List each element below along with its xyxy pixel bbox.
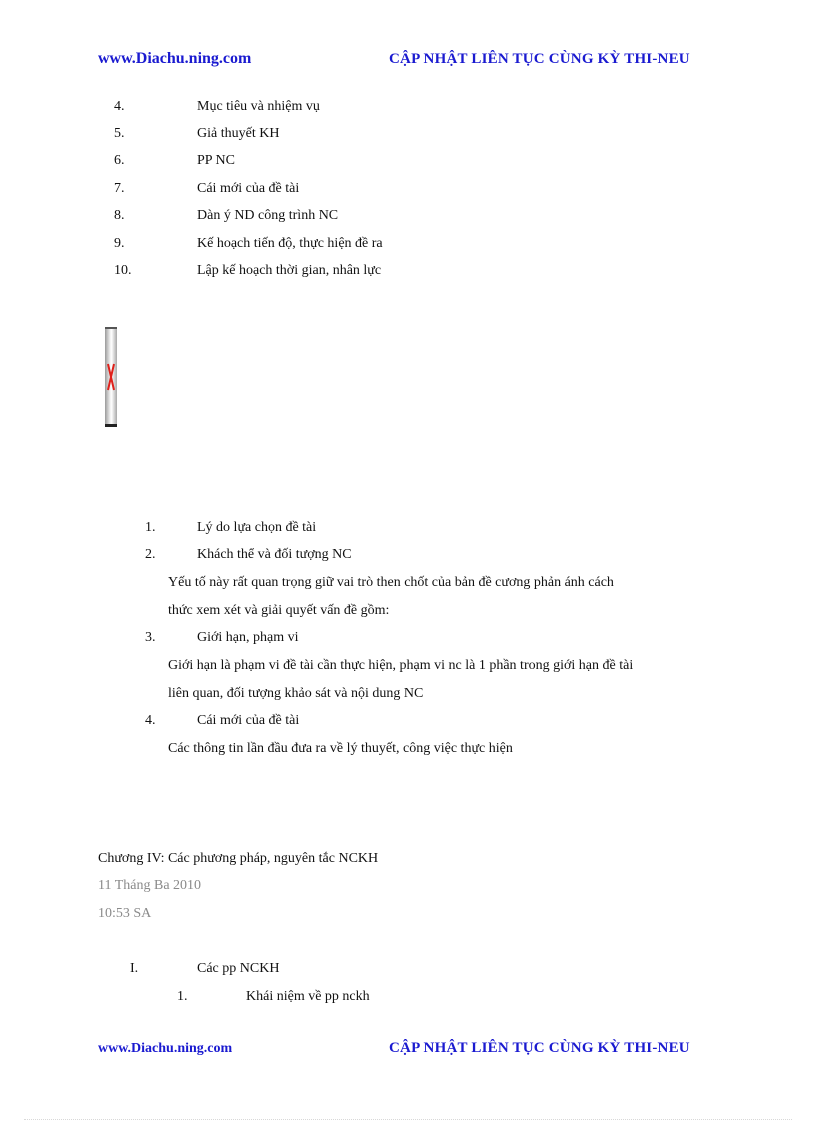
page-bottom-divider [24, 1119, 792, 1120]
list-item-text: Cái mới của đề tài [197, 181, 300, 196]
list-item-number: 9. [114, 236, 125, 251]
list-item-number: 4. [145, 713, 156, 728]
broken-image-icon [107, 362, 115, 392]
subsection-title: Khái niệm về pp nckh [246, 989, 370, 1004]
list-item-text: PP NC [197, 153, 236, 168]
paragraph-line: Giới hạn là phạm vi đề tài cần thực hiện, phạm vi nc là 1 phần trong giới hạn đề tài [168, 658, 634, 673]
list-item-text: Khách thể và đối tượng NC [197, 547, 352, 562]
list-item-number: 5. [114, 126, 125, 141]
list-item-number: 4. [114, 99, 125, 114]
chapter-title: Chương IV: Các phương pháp, nguyên tắc NCKH [98, 851, 379, 866]
header-tagline: CẬP NHẬT LIÊN TỤC CÙNG KỲ THI-NEU [389, 51, 690, 67]
list-item-number: 10. [114, 263, 132, 278]
paragraph-line: liên quan, đối tượng khảo sát và nội dung NC [168, 686, 424, 701]
list-item-text: Mục tiêu và nhiệm vụ [197, 99, 320, 114]
list-item-text: Dàn ý ND công trình NC [197, 208, 339, 223]
section-title: Các pp NCKH [197, 961, 280, 976]
footer-site-link[interactable]: www.Diachu.ning.com [98, 1041, 233, 1056]
chapter-time: 10:53 SA [98, 906, 152, 921]
list-item-number: 6. [114, 153, 125, 168]
list-item-number: 1. [145, 520, 156, 535]
list-item-text: Lý do lựa chọn đề tài [197, 520, 317, 535]
list-item-number: 8. [114, 208, 125, 223]
list-item-number: 2. [145, 547, 156, 562]
paragraph-line: Các thông tin lần đầu đưa ra về lý thuyết, công việc thực hiện [168, 741, 513, 756]
list-item-number: 3. [145, 630, 156, 645]
list-item-text: Giả thuyết KH [197, 126, 280, 141]
list-item-text: Kế hoạch tiến độ, thực hiện đề ra [197, 236, 383, 251]
list-item-number: 7. [114, 181, 125, 196]
chapter-date: 11 Tháng Ba 2010 [98, 878, 202, 893]
paragraph-line: Yếu tố này rất quan trọng giữ vai trò then chốt của bản đề cương phản ánh cách [168, 575, 614, 590]
footer-tagline: CẬP NHẬT LIÊN TỤC CÙNG KỲ THI-NEU [389, 1040, 690, 1056]
header-site-link[interactable]: www.Diachu.ning.com [98, 50, 252, 67]
list-item-text: Giới hạn, phạm vi [197, 630, 299, 645]
list-item-text: Lập kế hoạch thời gian, nhân lực [197, 263, 382, 278]
list-item-text: Cái mới của đề tài [197, 713, 300, 728]
subsection-number: 1. [177, 989, 188, 1004]
paragraph-line: thức xem xét và giải quyết vấn đề gồm: [168, 603, 390, 618]
section-number: I. [130, 961, 139, 976]
broken-image-placeholder [105, 327, 117, 427]
